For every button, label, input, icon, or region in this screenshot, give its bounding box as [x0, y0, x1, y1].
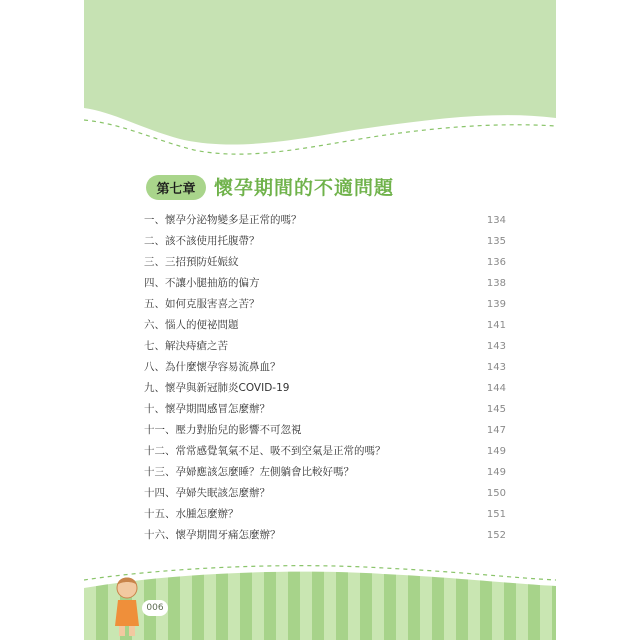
toc-row — [144, 357, 506, 378]
toc-entry-page: 134 — [486, 215, 506, 226]
toc-entry-page: 145 — [486, 404, 506, 415]
toc-row — [144, 210, 506, 231]
toc-row — [144, 483, 506, 504]
toc-entry-page: 144 — [486, 383, 506, 394]
toc-row — [144, 336, 506, 357]
book-page — [84, 0, 556, 640]
toc-row — [144, 315, 506, 336]
header-banner — [84, 0, 556, 170]
toc-row — [144, 504, 506, 525]
toc-row — [144, 441, 506, 462]
toc-row — [144, 231, 506, 252]
toc-entry-title: 一、懷孕分泌物變多是正常的嗎？ — [144, 214, 302, 226]
chapter-title: 懷孕期間的不適問題 — [214, 177, 395, 199]
toc-entry-page: 151 — [486, 509, 506, 520]
toc-entry-title: 十五、水腫怎麼辦？ — [144, 508, 239, 520]
toc-row — [144, 273, 506, 294]
toc-entry-title: 二、該不該使用托腹帶？ — [144, 235, 260, 247]
toc-entry-title: 七、解決痔瘡之苦 — [144, 340, 228, 352]
toc-entry-page: 147 — [486, 425, 506, 436]
page-number: 006 — [142, 600, 168, 616]
toc-row — [144, 462, 506, 483]
toc-entry-title: 六、惱人的便祕問題 — [144, 319, 239, 331]
toc-entry-title: 十四、孕婦失眠該怎麼辦？ — [144, 487, 270, 499]
toc-row — [144, 399, 506, 420]
toc-row — [144, 525, 506, 546]
table-of-contents — [144, 210, 506, 546]
toc-entry-page: 152 — [486, 530, 506, 541]
toc-entry-title: 十三、孕婦應該怎麼睡？左側躺會比較好嗎？ — [144, 466, 354, 478]
toc-entry-title: 四、不讓小腿抽筋的偏方 — [144, 277, 260, 289]
toc-entry-page: 149 — [486, 467, 506, 478]
toc-entry-page: 139 — [486, 299, 506, 310]
toc-entry-title: 十、懷孕期間感冒怎麼辦？ — [144, 403, 270, 415]
toc-entry-page: 141 — [486, 320, 506, 331]
toc-entry-title: 三、三招預防妊娠紋 — [144, 256, 239, 268]
toc-entry-page: 150 — [486, 488, 506, 499]
toc-entry-title: 八、為什麼懷孕容易流鼻血？ — [144, 361, 281, 373]
toc-entry-page: 143 — [486, 362, 506, 373]
toc-entry-page: 149 — [486, 446, 506, 457]
toc-entry-title: 十一、壓力對胎兒的影響不可忽視 — [144, 424, 302, 436]
toc-entry-page: 136 — [486, 257, 506, 268]
toc-row — [144, 294, 506, 315]
toc-entry-page: 135 — [486, 236, 506, 247]
toc-row — [144, 378, 506, 399]
toc-row — [144, 420, 506, 441]
toc-entry-title: 九、懷孕與新冠肺炎COVID-19 — [144, 382, 290, 394]
chapter-badge: 第七章 — [146, 175, 206, 200]
toc-entry-page: 138 — [486, 278, 506, 289]
toc-entry-title: 十六、懷孕期間牙痛怎麼辦？ — [144, 529, 281, 541]
toc-entry-page: 143 — [486, 341, 506, 352]
toc-entry-title: 十二、常常感覺氧氣不足、吸不到空氣是正常的嗎？ — [144, 445, 386, 457]
toc-entry-title: 五、如何克服害喜之苦？ — [144, 298, 260, 310]
toc-row — [144, 252, 506, 273]
